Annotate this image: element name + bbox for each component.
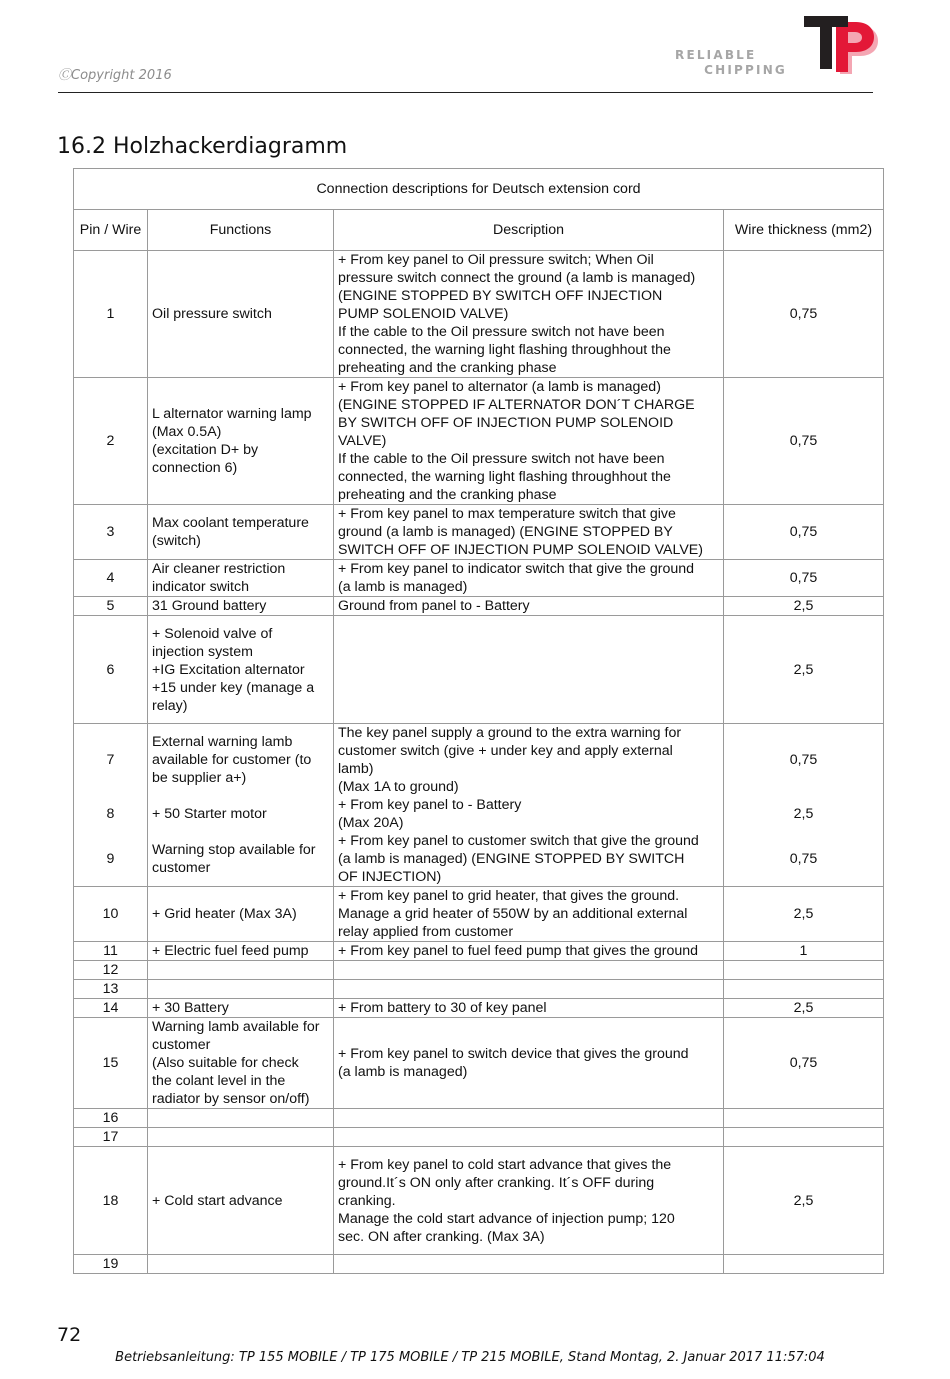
column-header-pin: Pin / Wire — [74, 210, 148, 251]
description-cell-line: (a lamb is managed) (ENGINE STOPPED BY SWITCH — [338, 851, 685, 867]
description-cell-line: OF INJECTION) — [338, 869, 442, 885]
description-cell-line: + From battery to 30 of key panel — [338, 1000, 547, 1016]
functions-cell — [148, 887, 334, 942]
thickness-cell: 2,5 — [724, 597, 884, 616]
description-cell-line: + From key panel to cold start advance that gives the — [338, 1156, 672, 1173]
header-rule — [58, 92, 873, 93]
functions-cell — [148, 378, 334, 505]
description-cell-line: (Max 20A) — [338, 815, 404, 831]
description-cell-line: + From key panel to max temperature switch that give — [338, 506, 676, 522]
functions-cell-line: (Max 0.5A) — [152, 424, 222, 440]
thickness-cell: 2,5 — [724, 999, 884, 1018]
functions-cell-line: (switch) — [152, 533, 201, 549]
thickness-cell: 0,75 — [724, 378, 884, 505]
table-row — [74, 887, 884, 942]
description-cell-line: If the cable to the Oil pressure switch not have been — [338, 451, 665, 467]
pin-cell: 1 — [74, 251, 148, 378]
functions-cell — [148, 724, 334, 887]
functions-cell-line: the colant level in the — [152, 1073, 286, 1089]
description-cell — [334, 378, 724, 505]
description-cell-line: connected, the warning light flashing throughhout the — [338, 469, 671, 485]
description-cell-line: + From key panel to fuel feed pump that gives the ground — [338, 943, 699, 959]
functions-cell-line: + 30 Battery — [152, 1000, 229, 1016]
section-heading: 16.2 Holzhackerdiagramm — [57, 134, 348, 159]
description-cell-line: PUMP SOLENOID VALVE) — [338, 306, 509, 322]
thickness-cell — [724, 1128, 884, 1147]
description-cell-line: relay applied from customer — [338, 924, 514, 940]
thickness-cell: 0,75 — [724, 560, 884, 597]
thickness-cell: 0,75 — [724, 505, 884, 560]
pin-cell-value: 8 — [106, 806, 115, 822]
functions-cell — [148, 980, 334, 999]
functions-cell — [148, 999, 334, 1018]
functions-cell-line: radiator by sensor on/off) — [152, 1091, 310, 1107]
connection-table — [73, 168, 884, 1274]
description-cell-line: + From key panel to - Battery — [338, 797, 522, 813]
functions-cell — [148, 597, 334, 616]
pin-cell: 14 — [74, 999, 148, 1018]
description-cell-line: pressure switch connect the ground (a lamb is managed) — [338, 270, 696, 286]
thickness-cell — [724, 724, 884, 887]
table-row — [74, 1109, 884, 1128]
description-cell — [334, 942, 724, 961]
table-row — [74, 961, 884, 980]
description-cell — [334, 597, 724, 616]
description-cell-line: ground (a lamb is managed) (ENGINE STOPPED BY — [338, 524, 673, 540]
pin-cell: 4 — [74, 560, 148, 597]
description-cell-line: + From key panel to customer switch that give the ground — [338, 833, 699, 849]
description-cell — [334, 724, 724, 887]
tp-logo — [800, 12, 880, 78]
pin-cell: 2 — [74, 378, 148, 505]
description-cell-line: + From key panel to alternator (a lamb is managed) — [338, 379, 661, 395]
thickness-cell: 1 — [724, 942, 884, 961]
description-cell — [334, 560, 724, 597]
thickness-cell — [724, 1255, 884, 1274]
functions-cell-line: Oil pressure switch — [152, 306, 272, 322]
description-cell-line: (ENGINE STOPPED IF ALTERNATOR DON´T CHARGE — [338, 397, 695, 413]
functions-cell-line: (Also suitable for check — [152, 1055, 299, 1071]
table-row — [74, 1128, 884, 1147]
description-cell — [334, 1147, 724, 1255]
description-cell-line: + From key panel to switch device that gives the ground — [338, 1046, 689, 1062]
description-cell-line: customer switch (give + under key and apply external — [338, 743, 673, 759]
functions-cell-line: injection system — [152, 643, 253, 660]
table-row — [74, 251, 884, 378]
functions-cell — [148, 1109, 334, 1128]
pin-cell: 10 — [74, 887, 148, 942]
description-cell-line: sec. ON after cranking. (Max 3A) — [338, 1228, 545, 1245]
functions-cell-line: Air cleaner restriction — [152, 561, 286, 577]
functions-cell-line: + Cold start advance — [152, 1192, 283, 1209]
pin-cell: 15 — [74, 1018, 148, 1109]
functions-cell — [148, 1255, 334, 1274]
table-row — [74, 616, 884, 724]
functions-cell-line: available for customer (to — [152, 752, 312, 768]
functions-cell-line: customer — [152, 1037, 211, 1053]
pin-cell: 18 — [74, 1147, 148, 1255]
functions-cell — [148, 616, 334, 724]
description-cell-line: Manage the cold start advance of injection pump; 120 — [338, 1210, 675, 1227]
pin-cell-value: 9 — [106, 851, 115, 867]
description-cell — [334, 980, 724, 999]
functions-cell-line: +IG Excitation alternator — [152, 661, 305, 678]
pin-cell: 16 — [74, 1109, 148, 1128]
functions-cell-line: L alternator warning lamp — [152, 406, 312, 422]
pin-cell: 17 — [74, 1128, 148, 1147]
table-row — [74, 560, 884, 597]
description-cell — [334, 616, 724, 724]
footer-text: Betriebsanleitung: TP 155 MOBILE / TP 175 MOBILE / TP 215 MOBILE, Stand Montag, 2. Januar 2017 11:57:04 — [115, 1350, 825, 1365]
functions-cell — [148, 1147, 334, 1255]
description-cell-line: preheating and the cranking phase — [338, 487, 557, 503]
thickness-cell: 0,75 — [724, 251, 884, 378]
pin-cell: 12 — [74, 961, 148, 980]
thickness-cell — [724, 980, 884, 999]
description-cell — [334, 1128, 724, 1147]
thickness-cell-value: 2,5 — [793, 806, 814, 822]
description-cell-line: Ground from panel to - Battery — [338, 598, 530, 614]
functions-cell — [148, 942, 334, 961]
pin-cell-value: 7 — [106, 752, 115, 768]
description-cell-line: (a lamb is managed) — [338, 1064, 468, 1080]
description-cell-line: cranking. — [338, 1192, 396, 1209]
description-cell-line: SWITCH OFF OF INJECTION PUMP SOLENOID VALVE) — [338, 542, 703, 558]
functions-cell-line: be supplier a+) — [152, 770, 247, 786]
description-cell-line: + From key panel to Oil pressure switch; When Oil — [338, 252, 654, 268]
functions-cell-line: (excitation D+ by — [152, 442, 259, 458]
functions-cell — [148, 560, 334, 597]
table-row — [74, 378, 884, 505]
description-cell-line: (Max 1A to ground) — [338, 779, 459, 795]
thickness-cell: 0,75 — [724, 1018, 884, 1109]
functions-cell — [148, 505, 334, 560]
description-cell — [334, 1018, 724, 1109]
functions-cell — [148, 251, 334, 378]
table-row — [74, 1018, 884, 1109]
functions-cell-line: 31 Ground battery — [152, 598, 267, 614]
functions-cell-line: relay) — [152, 697, 188, 714]
thickness-cell: 2,5 — [724, 616, 884, 724]
page-number: 72 — [57, 1324, 82, 1346]
pin-cell — [74, 724, 148, 887]
table-row — [74, 980, 884, 999]
functions-cell-line: + Grid heater (Max 3A) — [152, 906, 297, 922]
functions-cell — [148, 1128, 334, 1147]
pin-cell: 19 — [74, 1255, 148, 1274]
functions-cell-line: + Solenoid valve of — [152, 625, 273, 642]
brand-tagline — [675, 48, 787, 78]
description-cell-line: lamb) — [338, 761, 374, 777]
pin-cell: 6 — [74, 616, 148, 724]
functions-cell-line: External warning lamb — [152, 734, 293, 750]
thickness-cell — [724, 961, 884, 980]
description-cell-line: (a lamb is managed) — [338, 579, 468, 595]
pin-cell: 5 — [74, 597, 148, 616]
description-cell — [334, 1255, 724, 1274]
table-row — [74, 597, 884, 616]
description-cell — [334, 251, 724, 378]
description-cell-line: The key panel supply a ground to the extra warning for — [338, 725, 682, 741]
brand-tagline-line2: CHIPPING — [704, 63, 787, 77]
description-cell-line: preheating and the cranking phase — [338, 360, 557, 376]
description-cell-line: VALVE) — [338, 433, 387, 449]
functions-cell — [148, 1018, 334, 1109]
description-cell — [334, 505, 724, 560]
description-cell — [334, 1109, 724, 1128]
thickness-cell — [724, 1109, 884, 1128]
functions-cell-line: indicator switch — [152, 579, 249, 595]
thickness-cell-value: 0,75 — [789, 851, 818, 867]
table-row — [74, 724, 884, 887]
description-cell — [334, 999, 724, 1018]
column-header-thickness: Wire thickness (mm2) — [724, 210, 884, 251]
table-caption: Connection descriptions for Deutsch extension cord — [74, 169, 884, 210]
description-cell-line: ground.It´s ON only after cranking. It´s OFF during — [338, 1174, 655, 1191]
table-row — [74, 1147, 884, 1255]
description-cell — [334, 887, 724, 942]
description-cell-line: (ENGINE STOPPED BY SWITCH OFF INJECTION — [338, 288, 663, 304]
column-header-functions: Functions — [148, 210, 334, 251]
pin-cell: 3 — [74, 505, 148, 560]
functions-cell-line: customer — [152, 860, 211, 876]
table-row — [74, 1255, 884, 1274]
functions-cell-line: Max coolant temperature — [152, 515, 309, 531]
functions-cell-line: connection 6) — [152, 460, 238, 476]
description-cell-line: If the cable to the Oil pressure switch not have been — [338, 324, 665, 340]
table-row — [74, 505, 884, 560]
functions-cell-line: +15 under key (manage a — [152, 679, 315, 696]
description-cell-line: + From key panel to indicator switch that give the ground — [338, 561, 695, 577]
table-row — [74, 942, 884, 961]
functions-cell-line: Warning lamb available for — [152, 1019, 320, 1035]
column-header-description: Description — [334, 210, 724, 251]
description-cell-line: + From key panel to grid heater, that gives the ground. — [338, 888, 680, 904]
brand-tagline-line1: RELIABLE — [675, 48, 757, 62]
description-cell-line: Manage a grid heater of 550W by an additional external — [338, 906, 688, 922]
pin-cell: 11 — [74, 942, 148, 961]
functions-cell — [148, 961, 334, 980]
description-cell — [334, 961, 724, 980]
copyright-notice: ⒸCopyright 2016 — [58, 68, 172, 83]
functions-cell-line: + Electric fuel feed pump — [152, 943, 309, 959]
description-cell-line: BY SWITCH OFF OF INJECTION PUMP SOLENOID — [338, 415, 674, 431]
functions-cell-line: Warning stop available for — [152, 842, 316, 858]
functions-cell-line: + 50 Starter motor — [152, 806, 267, 822]
thickness-cell-value: 0,75 — [789, 752, 818, 768]
thickness-cell: 2,5 — [724, 887, 884, 942]
pin-cell: 13 — [74, 980, 148, 999]
description-cell-line: connected, the warning light flashing throughhout the — [338, 342, 671, 358]
table-row — [74, 999, 884, 1018]
thickness-cell: 2,5 — [724, 1147, 884, 1255]
table-header-row — [74, 210, 884, 251]
